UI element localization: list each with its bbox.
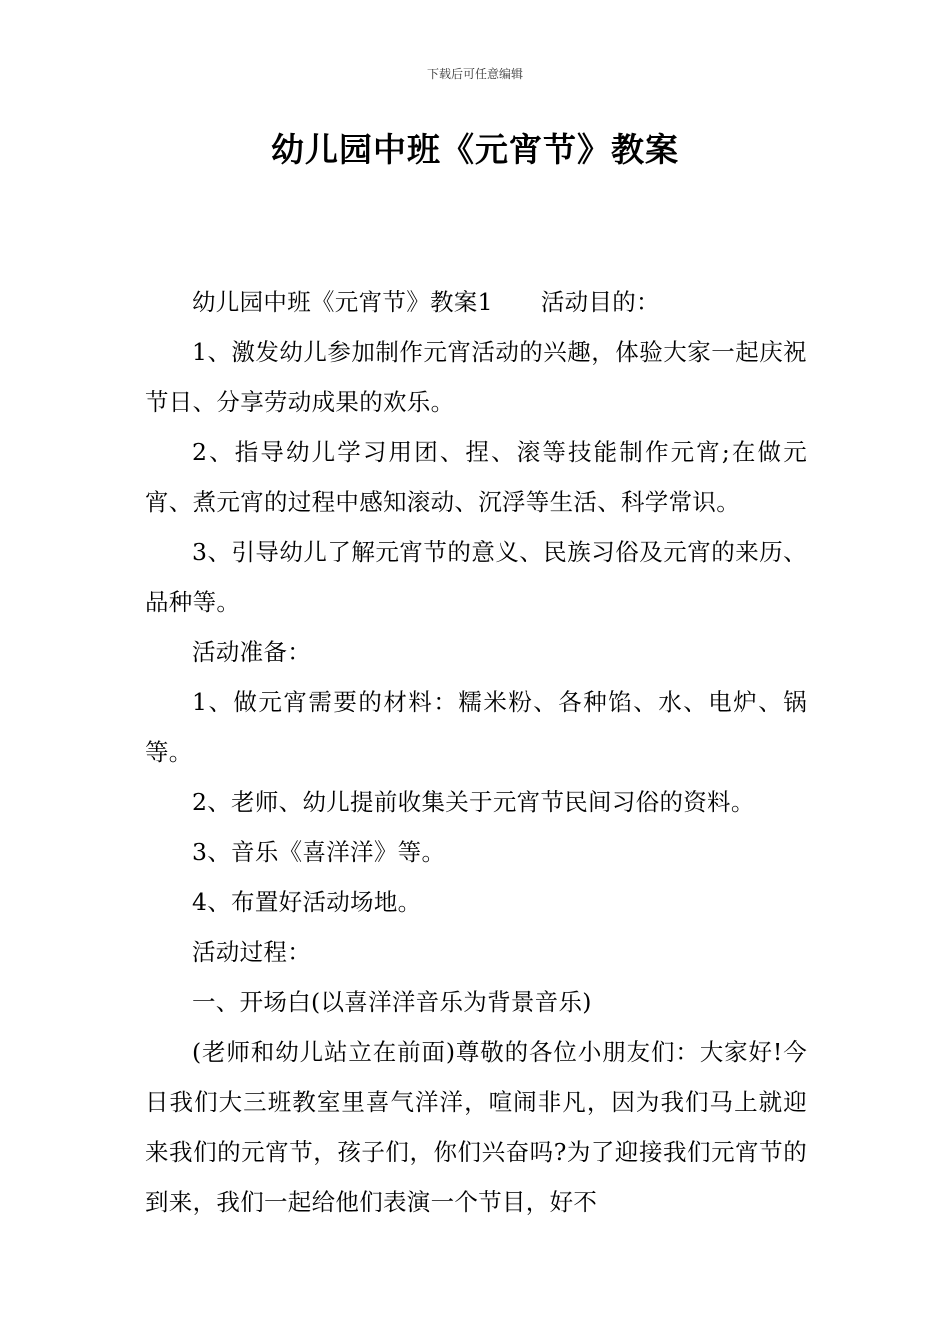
process-heading: 活动过程： <box>192 938 311 966</box>
lesson-heading: 幼儿园中班《元宵节》教案1 <box>192 288 493 316</box>
objectives-heading: 活动目的： <box>540 288 660 316</box>
header-note: 下载后可任意编辑 <box>426 67 523 81</box>
objective-3: 3、引导幼儿了解元宵节的意义、民族习俗及元宵的来历、品种等。 <box>145 538 807 616</box>
process-step-1: 一、开场白(以喜洋洋音乐为背景音乐) <box>192 988 592 1016</box>
objective-1: 1、激发幼儿参加制作元宵活动的兴趣，体验大家一起庆祝节日、分享劳动成果的欢乐。 <box>145 338 807 416</box>
objective-2: 2、指导幼儿学习用团、捏、滚等技能制作元宵;在做元宵、煮元宵的过程中感知滚动、沉浮等生活、科学常识。 <box>145 438 807 516</box>
preparation-4: 4、布置好活动场地。 <box>192 888 422 916</box>
preparation-1: 1、做元宵需要的材料：糯米粉、各种馅、水、电炉、锅等。 <box>145 688 807 766</box>
preparation-heading: 活动准备： <box>192 638 311 666</box>
preparation-3: 3、音乐《喜洋洋》等。 <box>192 838 446 866</box>
preparation-2: 2、老师、幼儿提前收集关于元宵节民间习俗的资料。 <box>192 788 755 816</box>
document-body <box>145 277 807 1227</box>
process-speech: (老师和幼儿站立在前面)尊敬的各位小朋友们：大家好!今日我们大三班教室里喜气洋洋，喧闹非凡，因为我们马上就迎来我们的元宵节，孩子们，你们兴奋吗?为了迎接我们元宵节的到来，我们一起给他们表演一个节目，好不 <box>145 1038 807 1216</box>
intro-paragraph <box>145 277 807 327</box>
document-title: 幼儿园中班《元宵节》教案 <box>271 130 679 169</box>
